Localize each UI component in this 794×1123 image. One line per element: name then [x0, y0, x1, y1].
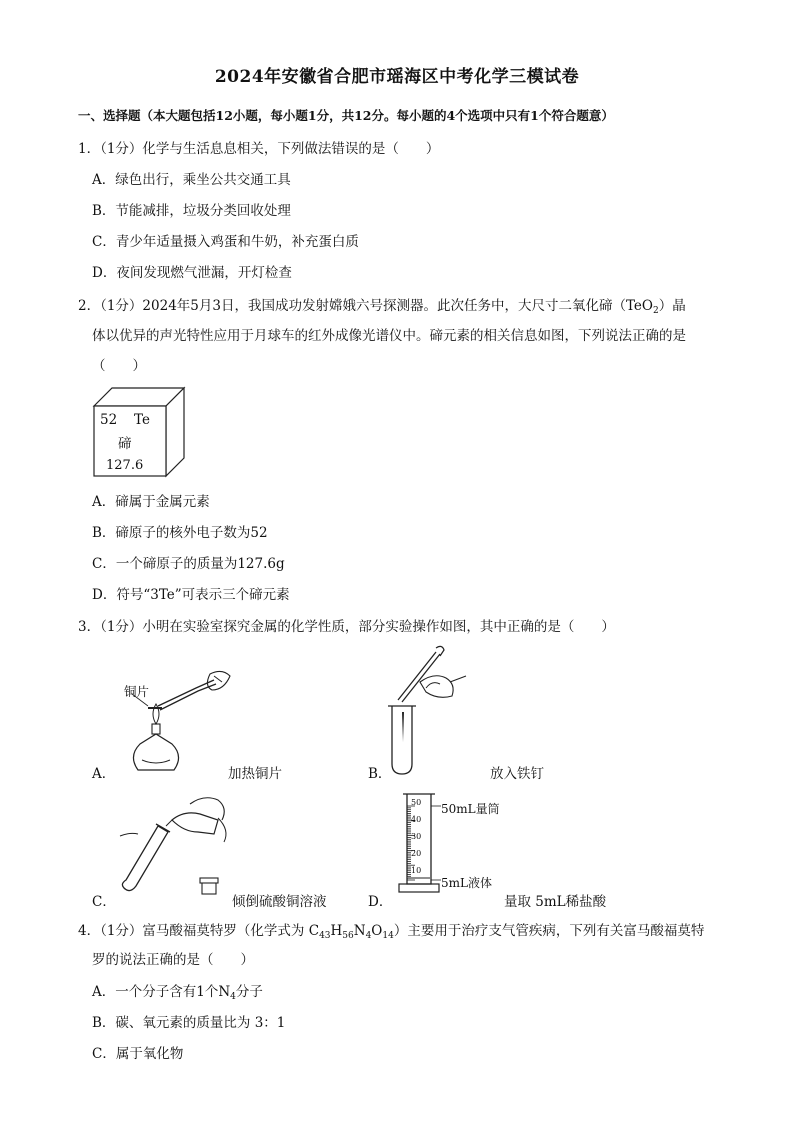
- element-tile-tellurium: [92, 386, 188, 478]
- question-4-stem-line2: 罗的说法正确的是（ ）: [92, 952, 254, 968]
- q1-option-c[interactable]: C．青少年适量摄入鸡蛋和牛奶，补充蛋白质: [92, 234, 359, 250]
- q2-option-c[interactable]: C．一个碲原子的质量为127.6g: [92, 556, 285, 572]
- element-name: 碲: [118, 436, 132, 452]
- section-heading: 一、选择题（本大题包括12小题，每小题1分，共12分。每小题的4个选项中只有1个符合题意）: [78, 108, 614, 123]
- q3-option-a-letter[interactable]: A．: [92, 766, 116, 782]
- question-2-stem-line2: 体以优异的声光特性应用于月球车的红外成像光谱仪中。碲元素的相关信息如图，下列说法正确的是: [92, 328, 686, 344]
- element-atomic-mass: 127.6: [106, 458, 144, 473]
- q3-option-c-letter[interactable]: C．: [92, 894, 116, 910]
- tick-label-50: 50: [411, 798, 422, 807]
- figure-d-tag-cylinder: 50mL量筒: [441, 802, 500, 816]
- figure-d-tag-liquid: 5mL液体: [441, 876, 492, 890]
- page-title: 2024年安徽省合肥市瑶海区中考化学三模试卷: [214, 67, 580, 87]
- q3-option-b-caption: 放入铁钉: [490, 766, 544, 782]
- question-3-stem: 3．（1分）小明在实验室探究金属的化学性质，部分实验操作如图，其中正确的是（ ）: [78, 619, 615, 635]
- tick-label-30: 30: [411, 832, 422, 841]
- tick-label-10: 10: [411, 866, 422, 875]
- q3-option-d-letter[interactable]: D．: [368, 894, 393, 910]
- q3-option-d-caption: 量取 5mL稀盐酸: [504, 894, 607, 910]
- q2-option-a[interactable]: A．碲属于金属元素: [92, 494, 210, 510]
- figure-c-pouring-solution: [118, 790, 238, 900]
- element-symbol: Te: [134, 412, 150, 428]
- figure-b-iron-nail: [380, 642, 470, 777]
- question-1-stem: 1．（1分）化学与生活息息相关，下列做法错误的是（ ）: [78, 141, 440, 157]
- q2-option-d[interactable]: D．符号“3Te”可表示三个碲元素: [92, 587, 290, 603]
- q4-option-a[interactable]: A．一个分子含有1个$N_4$分子: [92, 984, 263, 1002]
- q1-option-a[interactable]: A．绿色出行，乘坐公共交通工具: [92, 172, 291, 188]
- figure-a-tag-copper: 铜片: [124, 684, 150, 699]
- q2-option-b[interactable]: B．碲原子的核外电子数为52: [92, 525, 268, 541]
- tick-label-20: 20: [411, 849, 422, 858]
- question-2-stem-line1: 2．（1分）2024年5月3日，我国成功发射嫦娥六号探测器。此次任务中，大尺寸二氧化碲（TeO$_2$）晶: [78, 298, 686, 316]
- q1-option-d[interactable]: D．夜间发现燃气泄漏，开灯检查: [92, 265, 292, 281]
- figure-a-heating-copper: [118, 660, 238, 780]
- q1-option-b[interactable]: B．节能减排，垃圾分类回收处理: [92, 203, 291, 219]
- question-4-stem-line1: 4．（1分）富马酸福莫特罗（化学式为 $C_{43}H_{56}N_4O_{14}$）主要用于治疗支气管疾病，下列有关富马酸福莫特: [78, 923, 705, 941]
- element-atomic-number: 52: [100, 412, 118, 428]
- q4-option-b[interactable]: B．碳、氧元素的质量比为 3：1: [92, 1015, 286, 1031]
- tick-label-40: 40: [411, 815, 422, 824]
- q4-option-c[interactable]: C．属于氧化物: [92, 1046, 184, 1062]
- question-2-stem-line3: （ ）: [92, 358, 146, 374]
- figure-d-measuring-cylinder: [395, 788, 505, 900]
- q3-option-a-caption: 加热铜片: [228, 766, 282, 782]
- q3-option-c-caption: 倾倒硫酸铜溶液: [232, 894, 327, 910]
- q3-option-b-letter[interactable]: B．: [368, 766, 392, 782]
